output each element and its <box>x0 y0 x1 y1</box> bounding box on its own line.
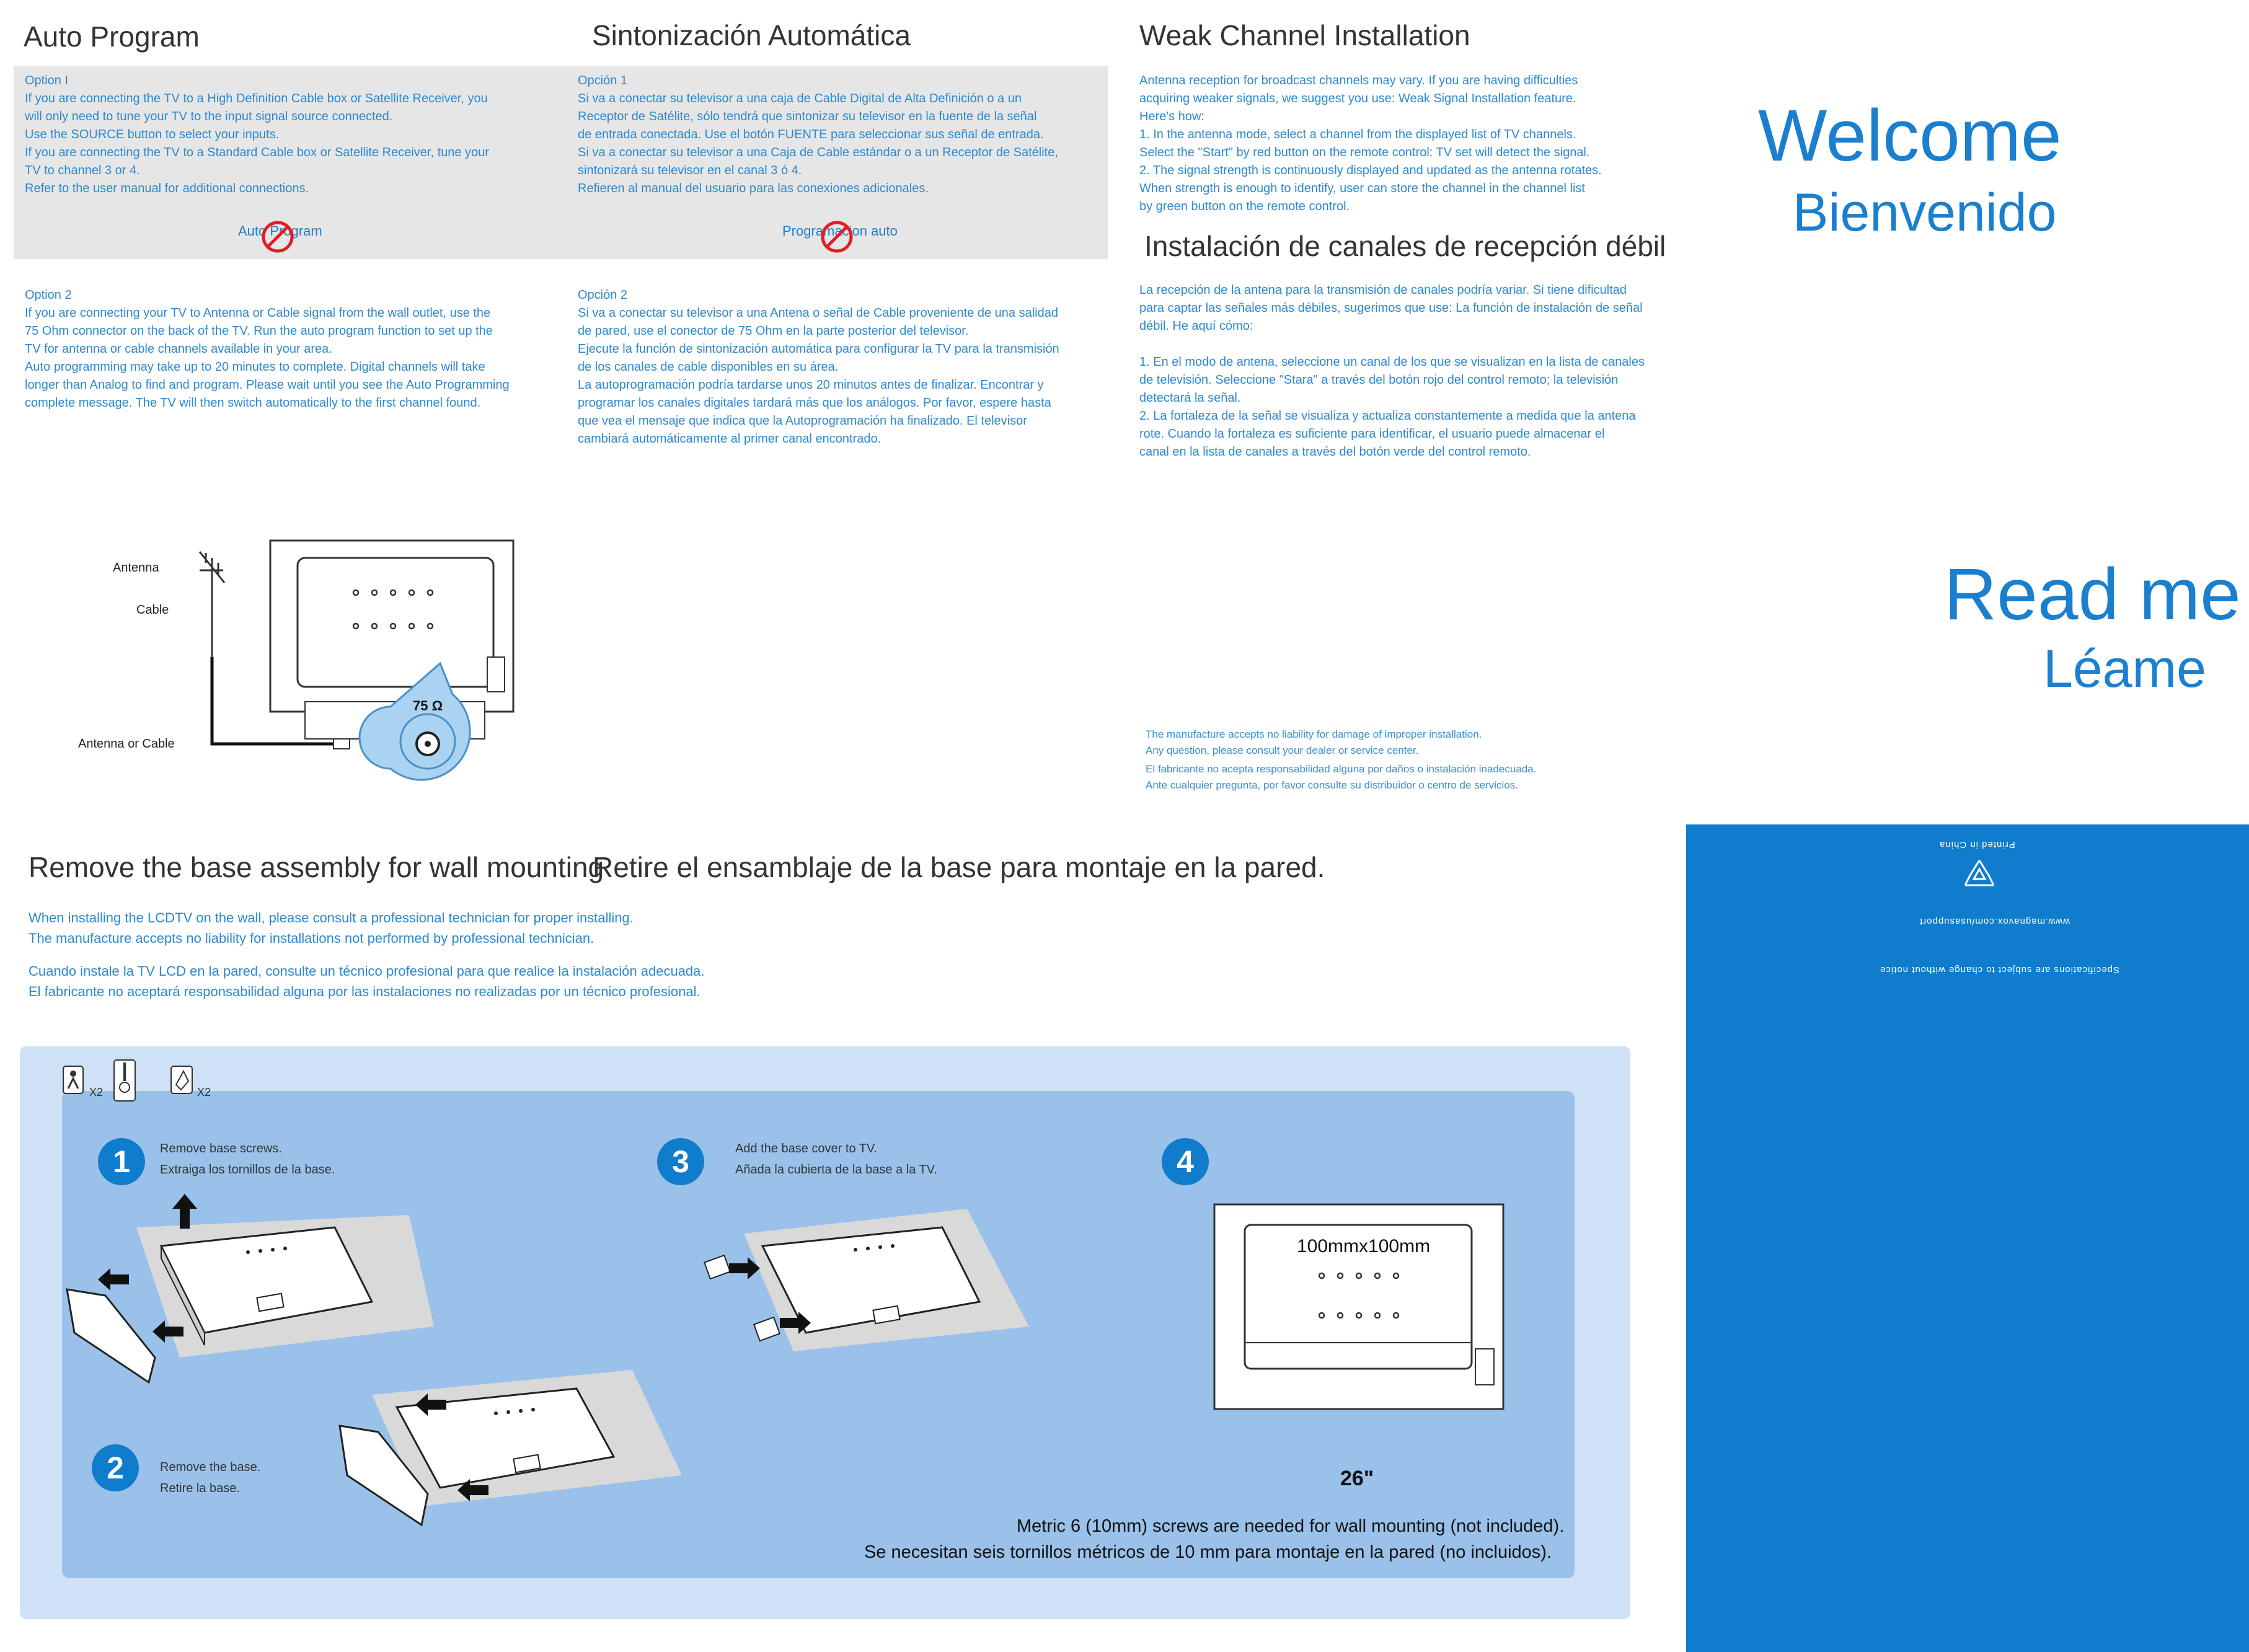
sintonizacion-menu-label: Programacion auto <box>782 223 898 239</box>
wall-mount-title-es: Retire el ensamblaje de la base para montaje en la pared. <box>593 851 1325 883</box>
step-2-text: Remove the base. Retire la base. <box>160 1460 261 1495</box>
wall-mount-note-es: Cuando instale la TV LCD en la pared, consulte un técnico profesional para que realice la instalación adecuada. El fabricante no aceptará responsabilidad alguna por las instalaciones no realizadas por un técnico profesional. <box>29 963 705 999</box>
read-me-title: Read me <box>1944 554 2241 635</box>
arrow-left-icon <box>98 1268 129 1291</box>
step-4-tv-rear <box>1213 1203 1506 1413</box>
step-2-number: 2 <box>92 1444 139 1491</box>
step-1-text: Remove base screws. Extraiga los tornillos de la base. <box>160 1142 335 1177</box>
tools-row <box>60 1054 233 1110</box>
step-4-number: 4 <box>1162 1138 1209 1185</box>
cable-label: Cable <box>136 603 169 617</box>
sintonizacion-option2-text: Opción 2 Si va a conectar su televisor a una Antena o señal de Cable proveniente de una salidad de pared, use el conector de 75 Ohm en la parte posterior del televisor. Ejecute la función de sintonización automática para configurar la TV para la transmisión de los canales de cable disponibles en su área. La autoprogramación podría tardarse unos 20 minutos antes de finalizar. Encontrar y programar los canales digitales tardará más que los análogos. Por favor, espere hasta que vea el mensaje que indica que la Autoprogramación ha finalizado. El televisor cambiará automáticamente al primer canal encontrado. <box>578 288 1059 446</box>
leame-title: Léame <box>2043 639 2206 699</box>
screws-note-es: Se necesitan seis tornillos métricos de 10 mm para montaje en la pared (no incluidos). <box>864 1542 1552 1562</box>
antenna-label: Antenna <box>113 561 159 575</box>
model-code: M1TE03.481-1.A <box>1658 880 1669 960</box>
weak-channel-text: Antenna reception for broadcast channels may vary. If you are having difficulties acquiring weaker signals, we suggest you use: Weak Signal Installation feature. Here's how: 1. In the antenna mode, select a channel from the displayed list of TV channels. Select the "Start" by red button on the remote control: TV set will detect the signal. 2. The signal strength is continuously displayed and updated as the antenna rotates. When strength is enough to identify, user can store the channel in the channel list by green button on the remote control. <box>1139 74 1602 213</box>
auto-program-option2-text: Option 2 If you are connecting your TV to Antenna or Cable signal from the wall outlet, use the 75 Ohm connector on the back of the TV. Run the auto program function to set up the TV for antenna or cable channels available in your area. Auto programming may take up to 20 minutes to complete. Digital channels will take longer than Analog to find and program. Please wait until you see the Auto Programming complete message. The TV will then switch automatically to the first channel found. <box>25 288 510 410</box>
step-3-number: 3 <box>657 1138 704 1185</box>
tv-size-label: 26" <box>1340 1467 1374 1490</box>
antenna-or-cable-label: Antenna or Cable <box>78 737 175 751</box>
liability-es: El fabricante no acepta responsabilidad alguna por daños o instalación inadecuada. Ante cualquier pregunta, por favor consulte su distribuidor o centro de servicios. <box>1146 763 1537 791</box>
step-2-illustration <box>335 1339 694 1575</box>
support-url: www.magnavox.com/usasupport <box>1919 916 2070 927</box>
wall-mount-title-en: Remove the base assembly for wall mounting <box>29 851 604 883</box>
printed-in-china: Printed in China <box>1939 839 2015 850</box>
no-symbol-icon <box>820 219 854 254</box>
no-symbol-icon <box>260 219 295 254</box>
weak-channel-title-es: Instalación de canales de recepción débil <box>1144 230 1666 262</box>
screws-note-en: Metric 6 (10mm) screws are needed for wall mounting (not included). <box>1017 1516 1565 1536</box>
step-1-number: 1 <box>98 1138 145 1185</box>
liability-en: The manufacture accepts no liability for damage of improper installation. Any question, please consult your dealer or service center. <box>1146 728 1482 756</box>
weak-channel-title: Weak Channel Installation <box>1139 19 1470 51</box>
weak-channel-text-es: La recepción de la antena para la transmisión de canales podría variar. Si tiene dificultad para captar las señales más débiles, sugerimos que use: La función de instalación de señal débil. He aquí cómo: 1. En el modo de antena, seleccione un canal de los que se visualizan en la lista de canales de televisión. Seleccione "Stara" a través del botón rojo del control remoto; la televisión detectará la señal. 2. La fortaleza de la señal se visualiza y actualiza constantemente a medida que la antena rote. Cuando la fortaleza es suficiente para identificar, el usuario puede almacenar el canal en la lista de canales a través del botón verde del control remoto. <box>1139 283 1645 459</box>
welcome-title: Welcome <box>1758 95 2062 177</box>
recycle-icon <box>1958 857 2001 896</box>
sintonizacion-option1-text: Opción 1 Si va a conectar su televisor a una caja de Cable Digital de Alta Definición o a un Receptor de Satélite, sólo tendrá que sintonizar su televisor en la fuente de la señal de entrada conectada. Use el botón FUENTE para seleccionar sus señal de entrada. Si va a conectar su televisor a una Caja de Cable estándar o a un Receptor de Satélite, sintonizará su televisor en el canal 3 ó 4. Refieren al manual del usuario para las conexiones adicionales. <box>578 74 1058 195</box>
auto-program-option1-text: Option I If you are connecting the TV to a High Definition Cable box or Satellite Receiver, you will only need to tune your TV to the input signal source connected. Use the SOURCE button to select your inputs. If you are connecting the TV to a Standard Cable box or Satellite Receiver, tune your TV to channel 3 or 4. Refer to the user manual for additional connections. <box>25 74 489 195</box>
vesa-label: 100mmx100mm <box>1297 1236 1431 1257</box>
ohm-label: 75 Ω <box>413 698 443 713</box>
arrow-up-icon <box>172 1194 197 1229</box>
specs-notice: Specifications are subject to change without notice <box>1880 965 2120 975</box>
x2-label-b: X2 <box>197 1086 211 1098</box>
auto-program-menu-label: Auto Program <box>238 223 322 239</box>
step-3-illustration <box>694 1196 1041 1395</box>
bienvenido-title: Bienvenido <box>1793 183 2057 242</box>
wall-mount-note-en: When installing the LCDTV on the wall, please consult a professional technician for proper installing. The manufacture accepts no liability for installations not performed by professional technician. <box>29 910 634 946</box>
x2-label-a: X2 <box>89 1086 104 1098</box>
step-3-text: Add the base cover to TV. Añada la cubierta de la base a la TV. <box>735 1142 937 1177</box>
sintonizacion-title: Sintonización Automática <box>592 19 911 51</box>
auto-program-title: Auto Program <box>24 20 200 53</box>
back-panel <box>1686 824 2249 1652</box>
connection-diagram <box>68 533 539 781</box>
